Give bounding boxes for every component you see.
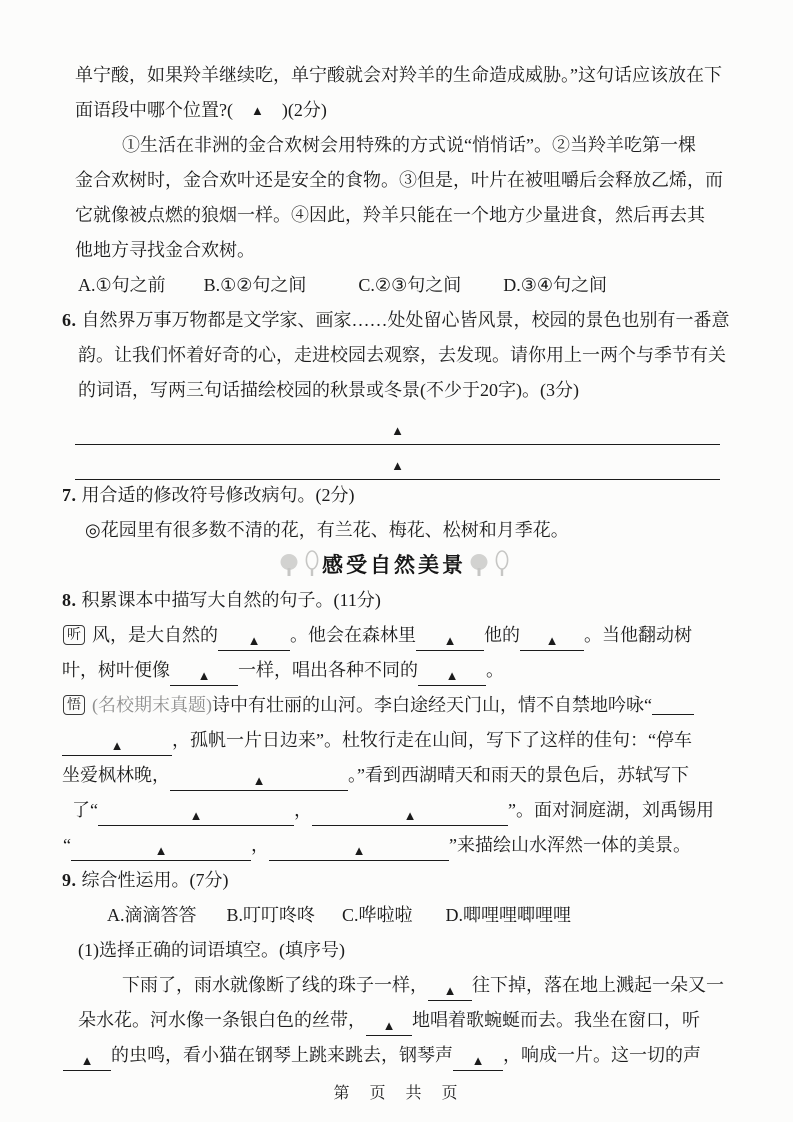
text-segment: 诗中有壮丽的山河。李白途经天门山，情不自禁地吟咏“ xyxy=(212,695,652,715)
text-segment: 单宁酸，如果羚羊继续吃，单宁酸就会对羚羊的生命造成威胁。”这句话应该放在下 xyxy=(75,65,722,85)
answer-marker: ▲ xyxy=(391,458,404,473)
answer-blank xyxy=(71,836,251,861)
q5-option-d: D.③④句之间 xyxy=(503,275,607,295)
q8-listen-line xyxy=(60,653,728,688)
q6-answer-line xyxy=(60,443,728,478)
answer-blank xyxy=(652,690,694,715)
text-segment: 面语段中哪个位置?( xyxy=(75,100,251,120)
answer-blank xyxy=(418,661,486,686)
answer-blank xyxy=(218,626,290,651)
text-segment: 他的 xyxy=(484,625,520,645)
text-segment: 。”看到西湖晴天和雨天的景色后，苏轼写下 xyxy=(348,765,689,785)
text-segment: ▲ xyxy=(250,103,264,118)
q8-number: 8. xyxy=(62,590,77,610)
answer-marker: ▲ xyxy=(403,808,417,823)
text-segment: 了“ xyxy=(72,800,98,820)
answer-marker: ▲ xyxy=(443,633,457,648)
q8-ponder-line xyxy=(60,688,728,723)
text-segment: 综合性运用。(7分) xyxy=(81,870,229,890)
q9-para-line xyxy=(60,968,728,1003)
q9-subquestion xyxy=(60,933,728,968)
text-segment: 。他会在森林里 xyxy=(290,625,416,645)
text-segment: 。当他翻动树 xyxy=(584,625,692,645)
q7-number: 7. xyxy=(62,485,77,505)
q9-number: 9. xyxy=(62,870,77,890)
q5-passage-line xyxy=(60,198,728,233)
answer-marker: ▲ xyxy=(545,633,559,648)
text-segment: ，响成一片。这一切的声 xyxy=(503,1045,701,1065)
page-footer-text: 第 页 共 页 xyxy=(333,1085,460,1102)
q6-line xyxy=(60,338,728,373)
text-segment: ”来描绘山水浑然一体的美景。 xyxy=(449,835,691,855)
section-banner xyxy=(60,548,728,583)
q9-options xyxy=(60,898,728,933)
answer-blank xyxy=(75,416,720,445)
text-segment: 它就像被点燃的狼烟一样。④因此，羚羊只能在一个地方少量进食，然后再去其 xyxy=(75,205,705,225)
answer-blank xyxy=(428,976,472,1001)
q9-para-line xyxy=(60,1003,728,1038)
text-segment: 坐爱枫林晚， xyxy=(62,765,170,785)
answer-blank xyxy=(75,451,720,480)
q6-answer-line xyxy=(60,408,728,443)
answer-marker: ▲ xyxy=(80,1053,94,1068)
q5-option-c: C.②③句之间 xyxy=(358,275,462,295)
answer-blank xyxy=(520,626,584,651)
q5-option-b: B.①②句之间 xyxy=(203,275,307,295)
q7-title-line xyxy=(60,478,728,513)
answer-blank xyxy=(312,801,508,826)
q8-ponder-line xyxy=(60,828,728,863)
q7-sentence xyxy=(60,513,728,548)
text-segment: 他地方寻找金合欢树。 xyxy=(75,240,255,260)
text-segment: “ xyxy=(63,835,71,855)
text-segment: 自然界万事万物都是文学家、画家……处处留心皆风景，校园的景色也别有一番意 xyxy=(81,310,730,330)
text-segment: 的词语，写两三句话描绘校园的秋景或冬景(不少于20字)。(3分) xyxy=(78,380,579,400)
answer-blank xyxy=(62,731,172,756)
q5-passage-line xyxy=(60,163,728,198)
tree-tall-icon xyxy=(305,550,319,577)
text-segment: ◎花园里有很多数不清的花，有兰花、梅花、松树和月季花。 xyxy=(85,520,569,540)
text-segment: 一样，唱出各种不同的 xyxy=(238,660,418,680)
answer-blank xyxy=(269,836,449,861)
text-segment: 金合欢树时，金合欢叶还是安全的食物。③但是，叶片在被咀嚼后会释放乙烯，而 xyxy=(75,170,723,190)
q9-option-c: C.哗啦啦 xyxy=(342,905,413,925)
answer-marker: ▲ xyxy=(443,983,457,998)
answer-blank xyxy=(170,766,348,791)
q6-number: 6. xyxy=(62,310,77,330)
text-segment: 叶，树叶便像 xyxy=(62,660,170,680)
q9-para-line xyxy=(60,1038,728,1073)
page-footer xyxy=(0,1080,793,1103)
ponder-tag: 悟 xyxy=(63,695,85,715)
q6-title-line xyxy=(60,303,728,338)
tree-round-icon xyxy=(469,553,489,577)
text-segment: 往下掉，落在地上溅起一朵又一 xyxy=(472,975,724,995)
q8-ponder-line xyxy=(60,758,728,793)
text-segment: ， xyxy=(294,800,312,820)
text-segment: 用合适的修改符号修改病句。(2分) xyxy=(81,485,355,505)
q9-option-d: D.唧哩哩唧哩哩 xyxy=(445,905,572,925)
answer-marker: ▲ xyxy=(197,668,211,683)
text-segment: 风，是大自然的 xyxy=(92,625,218,645)
answer-marker: ▲ xyxy=(252,773,266,788)
answer-blank xyxy=(416,626,484,651)
q8-ponder-line xyxy=(60,723,728,758)
answer-marker: ▲ xyxy=(382,1018,396,1033)
q5-option-a: A.①句之前 xyxy=(78,275,166,295)
text-segment: 韵。让我们怀着好奇的心，走进校园去观察，去发现。请你用上一两个与季节有关 xyxy=(78,345,726,365)
text-segment: 地唱着歌蜿蜒而去。我坐在窗口，听 xyxy=(412,1010,700,1030)
answer-marker: ▲ xyxy=(471,1053,485,1068)
q5-passage-line xyxy=(60,128,728,163)
q5-options xyxy=(60,268,728,303)
listen-tag: 听 xyxy=(63,625,85,645)
answer-marker: ▲ xyxy=(110,738,124,753)
text-segment: 的虫鸣，看小猫在钢琴上跳来跳去，钢琴声 xyxy=(111,1045,453,1065)
text-segment: ，孤帆一片日边来”。杜牧行走在山间，写下了这样的佳句：“停车 xyxy=(172,730,692,750)
answer-marker: ▲ xyxy=(247,633,261,648)
text-segment: 积累课本中描写大自然的句子。(11分) xyxy=(81,590,381,610)
text-segment: ， xyxy=(251,835,269,855)
answer-marker: ▲ xyxy=(352,843,366,858)
tree-round-icon xyxy=(279,553,299,577)
text-segment: 朵水花。河水像一条银白色的丝带， xyxy=(78,1010,366,1030)
answer-blank xyxy=(63,1046,111,1071)
q9-option-b: B.叮叮咚咚 xyxy=(226,905,316,925)
text-segment: ”。面对洞庭湖，刘禹锡用 xyxy=(508,800,714,820)
q8-title-line xyxy=(60,583,728,618)
answer-marker: ▲ xyxy=(391,423,404,438)
q5-line xyxy=(60,93,728,128)
text-segment: 下雨了，雨水就像断了线的珠子一样， xyxy=(122,975,428,995)
exam-content xyxy=(60,58,728,1073)
q9-title-line xyxy=(60,863,728,898)
q6-line xyxy=(60,373,728,408)
text-segment: )(2分) xyxy=(263,100,327,120)
text-segment: (名校期末真题) xyxy=(92,695,212,715)
text-segment: ①生活在非洲的金合欢树会用特殊的方式说“悄悄话”。②当羚羊吃第一棵 xyxy=(122,135,696,155)
q8-listen-line xyxy=(60,618,728,653)
answer-blank xyxy=(453,1046,503,1071)
answer-marker: ▲ xyxy=(189,808,203,823)
q5-line xyxy=(60,58,728,93)
q9-option-a: A.滴滴答答 xyxy=(107,905,197,925)
answer-blank xyxy=(170,661,238,686)
banner-title: 感受自然美景 xyxy=(322,553,466,577)
q8-ponder-line xyxy=(60,793,728,828)
tree-tall-icon xyxy=(495,550,509,577)
text-segment: 。 xyxy=(486,660,504,680)
answer-blank xyxy=(98,801,294,826)
answer-marker: ▲ xyxy=(154,843,168,858)
answer-blank xyxy=(366,1011,412,1036)
q5-passage-line xyxy=(60,233,728,268)
answer-marker: ▲ xyxy=(445,668,459,683)
text-segment: (1)选择正确的词语填空。(填序号) xyxy=(78,940,345,960)
